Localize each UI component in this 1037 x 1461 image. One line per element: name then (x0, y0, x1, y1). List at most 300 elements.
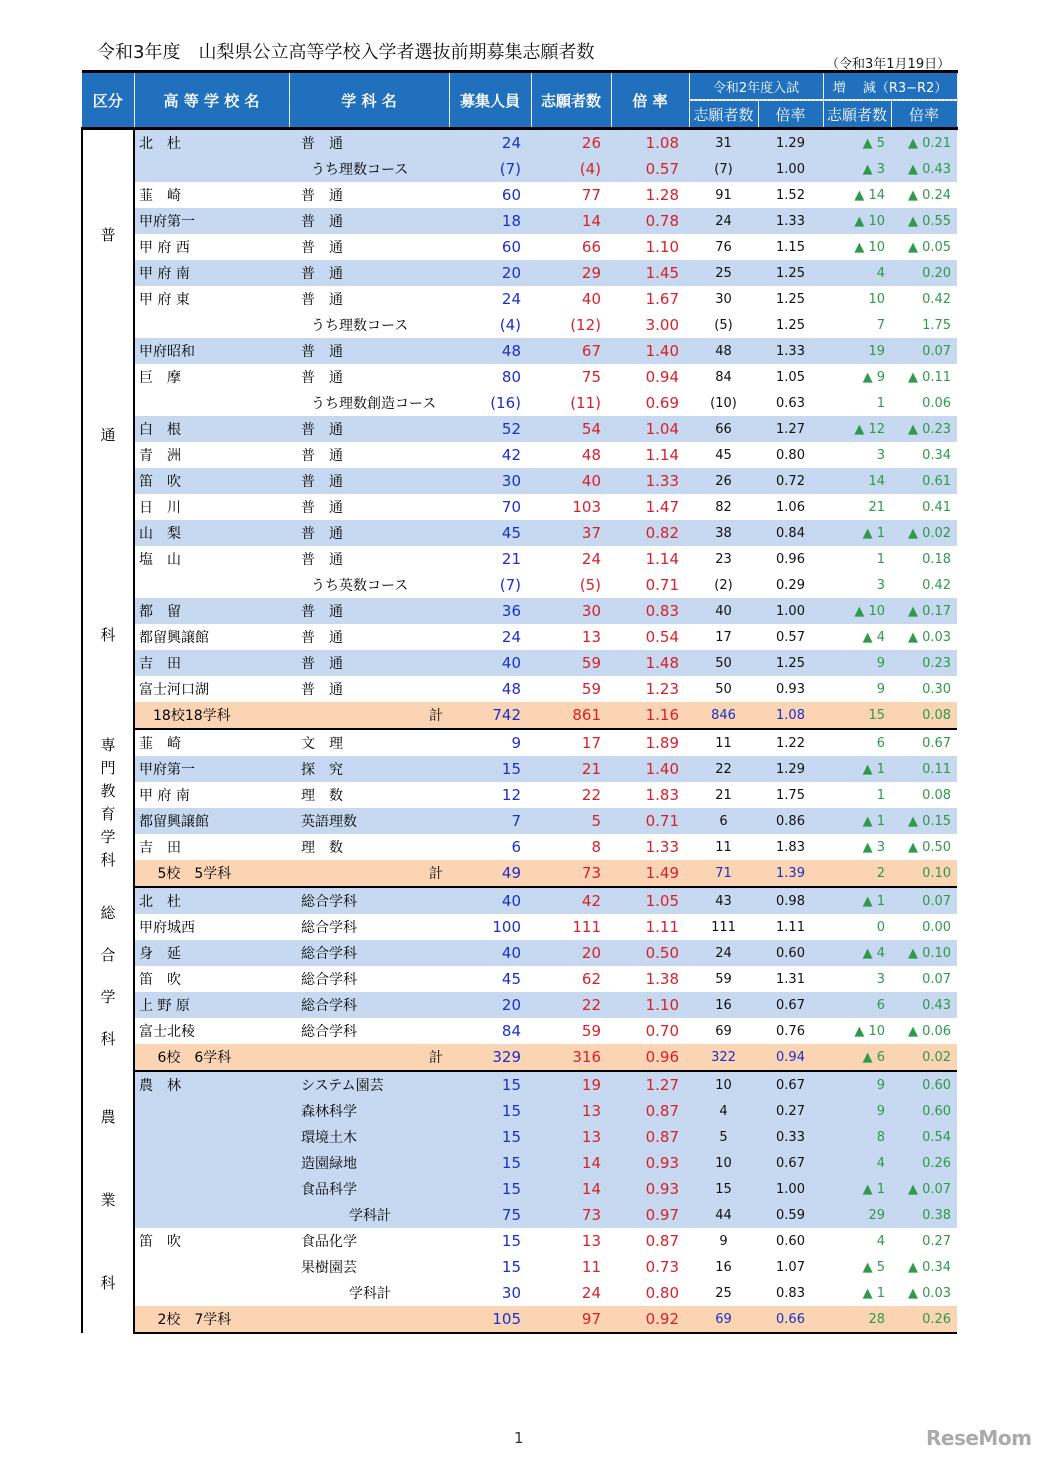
diff-applicant-count: 29 (823, 1202, 891, 1228)
school-name: 笛 吹 (139, 1234, 181, 1250)
diff-applicant-count: ▲ 14 (854, 187, 885, 203)
section-label-char: 総 (100, 904, 116, 922)
applicant-count: 97 (531, 1306, 611, 1333)
prev-applicant-count: 15 (689, 1176, 758, 1202)
applicant-count: 48 (581, 446, 601, 464)
prev-ratio: 1.39 (758, 860, 823, 887)
department-name: うち理数コース (311, 318, 409, 334)
applicant-count: 66 (581, 238, 601, 256)
applicant-count: 14 (531, 1150, 611, 1176)
boshu-count: 75 (449, 1202, 531, 1228)
school-name (134, 1254, 289, 1280)
school-name (134, 390, 289, 416)
boshu-count: 60 (501, 238, 521, 256)
boshu-count: 12 (501, 786, 521, 804)
boshu-count: 7 (449, 808, 531, 834)
department-name: 計 (289, 1044, 449, 1071)
diff-applicant-count: 14 (823, 468, 891, 494)
diff-applicant-count: ▲ 1 (823, 756, 891, 782)
diff-applicant-count: 9 (823, 1071, 891, 1098)
department-name: うち理数創造コース (311, 396, 437, 412)
applicant-count: 62 (581, 970, 601, 988)
school-name (134, 312, 289, 338)
ratio: 0.70 (645, 1022, 679, 1040)
school-name: 青 洲 (139, 448, 181, 464)
diff-ratio: 0.43 (891, 992, 957, 1018)
table-row (82, 914, 957, 940)
prev-applicant-count: 16 (715, 1259, 732, 1275)
table-row (82, 1018, 957, 1044)
diff-applicant-count: ▲ 1 (862, 1285, 885, 1301)
table-row (82, 624, 957, 650)
ratio: 1.38 (645, 970, 679, 988)
diff-applicant-count: 6 (823, 992, 891, 1018)
section-label-char: 普 (100, 226, 116, 244)
boshu-count: 40 (449, 940, 531, 966)
boshu-count: 36 (449, 598, 531, 624)
diff-ratio: ▲ 0.06 (907, 1023, 952, 1039)
diff-ratio: 0.26 (891, 1306, 957, 1333)
department-name: 普 通 (301, 370, 343, 386)
section-label-char: 通 (100, 426, 116, 444)
boshu-count: 329 (449, 1044, 531, 1071)
prev-applicant-count: 45 (715, 447, 732, 463)
diff-applicant-count: 3 (876, 447, 885, 463)
applicant-count: 59 (581, 680, 601, 698)
prev-ratio: 1.22 (776, 735, 805, 751)
diff-applicant-count: 3 (876, 971, 885, 987)
school-name: 韮 崎 (139, 188, 181, 204)
prev-applicant-count: 11 (715, 839, 732, 855)
ratio: 0.93 (611, 1176, 689, 1202)
boshu-count: 52 (449, 416, 531, 442)
prev-ratio: 1.00 (758, 598, 823, 624)
school-name: 上 野 原 (134, 992, 289, 1018)
boshu-count: 15 (501, 1232, 521, 1250)
table-row (82, 808, 957, 834)
prev-ratio: 1.33 (758, 338, 823, 364)
prev-applicant-count: 82 (715, 499, 732, 515)
school-name (134, 1124, 289, 1150)
ratio: 1.05 (611, 887, 689, 914)
applicant-count: 8 (591, 838, 601, 856)
school-name: 笛 吹 (139, 972, 181, 988)
prev-applicant-count: 44 (689, 1202, 758, 1228)
department-name: 普 通 (301, 630, 343, 646)
prev-ratio: 0.98 (758, 887, 823, 914)
prev-ratio: 0.96 (776, 551, 805, 567)
applicant-count: 13 (581, 628, 601, 646)
boshu-count: 15 (449, 1176, 531, 1202)
table-row (82, 182, 957, 208)
total-row (82, 1044, 957, 1071)
ratio: 1.16 (611, 702, 689, 729)
prev-ratio: 0.33 (758, 1124, 823, 1150)
applicant-count: 40 (581, 290, 601, 308)
applicant-count: 54 (531, 416, 611, 442)
applicant-count: 37 (531, 520, 611, 546)
table-row (82, 992, 957, 1018)
prev-ratio: 0.67 (758, 1150, 823, 1176)
table-row (82, 1124, 957, 1150)
department-name: 普 通 (301, 188, 343, 204)
ratio: 0.87 (645, 1232, 679, 1250)
applicant-count: 42 (531, 887, 611, 914)
ratio: 0.54 (645, 628, 679, 646)
diff-ratio: 0.18 (922, 551, 952, 567)
prev-ratio: 0.67 (758, 992, 823, 1018)
section-label-char: 専 (100, 736, 116, 754)
applicant-count: 30 (531, 598, 611, 624)
header-prev-shigan: 志願者数 (689, 100, 758, 129)
prev-ratio: 0.83 (776, 1285, 805, 1301)
section-label-char: 合 (100, 946, 116, 964)
prev-ratio: 1.25 (776, 291, 805, 307)
prev-ratio: 0.76 (776, 1023, 805, 1039)
table-row (82, 390, 957, 416)
applicant-count: (11) (570, 394, 601, 412)
applicant-count: 24 (581, 1284, 601, 1302)
table-row (82, 520, 957, 546)
prev-applicant-count: 322 (689, 1044, 758, 1071)
ratio: 0.92 (611, 1306, 689, 1333)
diff-ratio: 0.27 (922, 1233, 952, 1249)
diff-ratio: 0.34 (922, 447, 952, 463)
applicant-count: 316 (531, 1044, 611, 1071)
prev-ratio: 1.29 (758, 756, 823, 782)
diff-applicant-count: 6 (876, 735, 885, 751)
diff-applicant-count: ▲ 12 (823, 416, 891, 442)
prev-ratio: 1.15 (776, 239, 805, 255)
boshu-count: 45 (501, 970, 521, 988)
prev-ratio: 1.33 (758, 208, 823, 234)
diff-ratio: ▲ 0.34 (907, 1259, 952, 1275)
watermark-logo: ReseMom (926, 1426, 1032, 1450)
prev-applicant-count: (2) (714, 577, 733, 593)
diff-ratio: ▲ 0.15 (891, 808, 957, 834)
department-name: 食品科学 (289, 1176, 449, 1202)
school-name: 富士河口湖 (139, 682, 209, 698)
applicant-count: (5) (579, 576, 601, 594)
boshu-count: 100 (492, 918, 521, 936)
boshu-count: 15 (449, 1071, 531, 1098)
prev-ratio: 1.07 (776, 1259, 805, 1275)
prev-applicant-count: 6 (689, 808, 758, 834)
boshu-count: 24 (449, 129, 531, 157)
prev-ratio: 0.29 (776, 577, 805, 593)
boshu-count: 24 (501, 290, 521, 308)
boshu-count: (4) (499, 316, 521, 334)
diff-ratio: 0.10 (891, 860, 957, 887)
section-label-char: 学 (100, 828, 116, 846)
ratio: 0.78 (611, 208, 689, 234)
ratio: 1.47 (645, 498, 679, 516)
total-row (82, 860, 957, 887)
diff-ratio: ▲ 0.55 (891, 208, 957, 234)
department-name: 総合学科 (289, 992, 449, 1018)
applicant-count: 26 (531, 129, 611, 157)
prev-applicant-count: (7) (689, 156, 758, 182)
diff-ratio: 1.75 (922, 317, 952, 333)
prev-applicant-count: 40 (689, 598, 758, 624)
department-name: うち理数コース (289, 156, 449, 182)
department-name: 普 通 (301, 292, 343, 308)
prev-applicant-count: 10 (689, 1150, 758, 1176)
table-row (82, 756, 957, 782)
section-label-char: 科 (100, 626, 116, 644)
applicant-count: 103 (572, 498, 601, 516)
boshu-count: 20 (449, 260, 531, 286)
table-row (82, 442, 957, 468)
boshu-count: 15 (501, 1258, 521, 1276)
department-name: 計 (289, 860, 449, 887)
prev-applicant-count: 9 (719, 1233, 728, 1249)
school-name: 甲府第一 (134, 208, 289, 234)
school-name: 甲府昭和 (134, 338, 289, 364)
applicant-count: 11 (581, 1258, 601, 1276)
diff-applicant-count: 19 (823, 338, 891, 364)
department-name: 総合学科 (301, 972, 357, 988)
school-name: 身 延 (134, 940, 289, 966)
diff-ratio: ▲ 0.43 (891, 156, 957, 182)
prev-applicant-count: 24 (689, 208, 758, 234)
school-name: 塩 山 (139, 552, 181, 568)
applicant-count: 19 (531, 1071, 611, 1098)
applicant-count: 14 (531, 208, 611, 234)
boshu-count: 70 (501, 498, 521, 516)
school-name (134, 1280, 289, 1306)
boshu-count: 80 (501, 368, 521, 386)
boshu-count: 9 (511, 734, 521, 752)
applicant-count: 59 (581, 1022, 601, 1040)
ratio: 3.00 (645, 316, 679, 334)
boshu-count: (7) (499, 576, 521, 594)
applicant-count: 111 (572, 918, 601, 936)
boshu-count: 40 (449, 887, 531, 914)
prev-applicant-count: 59 (715, 971, 732, 987)
applicant-count: 59 (531, 650, 611, 676)
diff-applicant-count: ▲ 10 (823, 208, 891, 234)
applicant-count: 13 (531, 1124, 611, 1150)
section-label-char: 科 (100, 1030, 116, 1048)
department-name: うち英数コース (311, 578, 409, 594)
table-row (82, 286, 957, 312)
diff-applicant-count: 4 (876, 1233, 885, 1249)
department-name: 理 数 (301, 840, 343, 856)
table-row (82, 494, 957, 520)
table-row (82, 650, 957, 676)
prev-applicant-count: 91 (715, 187, 732, 203)
diff-applicant-count: ▲ 5 (862, 1259, 885, 1275)
boshu-count: 30 (501, 1284, 521, 1302)
school-name: 甲府第一 (134, 756, 289, 782)
table-row (82, 598, 957, 624)
table-row (82, 834, 957, 860)
table-row (82, 729, 957, 756)
prev-applicant-count: 84 (715, 369, 732, 385)
department-name: 普 通 (301, 448, 343, 464)
header-shigan: 志願者数 (531, 72, 611, 129)
prev-applicant-count: 21 (715, 787, 732, 803)
diff-applicant-count: 2 (823, 860, 891, 887)
table-row (82, 208, 957, 234)
school-name (134, 1176, 289, 1202)
table-row (82, 1254, 957, 1280)
prev-ratio: 0.60 (758, 940, 823, 966)
prev-applicant-count: 24 (689, 940, 758, 966)
diff-applicant-count: ▲ 10 (823, 598, 891, 624)
boshu-count: 6 (511, 838, 521, 856)
ratio: 1.14 (645, 550, 679, 568)
prev-ratio: 0.59 (758, 1202, 823, 1228)
boshu-count: 18 (449, 208, 531, 234)
prev-applicant-count: 5 (689, 1124, 758, 1150)
ratio: 1.40 (611, 338, 689, 364)
ratio: 1.10 (611, 992, 689, 1018)
applicant-count: (4) (531, 156, 611, 182)
prev-applicant-count: 25 (715, 1285, 732, 1301)
prev-applicant-count: 69 (689, 1306, 758, 1333)
applicant-count: 67 (531, 338, 611, 364)
applicant-count: 13 (581, 1232, 601, 1250)
prev-applicant-count: (10) (710, 395, 737, 411)
table-row (82, 966, 957, 992)
prev-applicant-count: 48 (689, 338, 758, 364)
department-name: 普 通 (289, 338, 449, 364)
prev-ratio: 0.57 (776, 629, 805, 645)
ratio: 1.33 (611, 468, 689, 494)
prev-applicant-count: 38 (689, 520, 758, 546)
prev-applicant-count: 43 (689, 887, 758, 914)
prev-ratio: 0.72 (758, 468, 823, 494)
diff-applicant-count: 9 (876, 681, 885, 697)
ratio: 1.11 (645, 918, 679, 936)
department-name: 探 究 (289, 756, 449, 782)
ratio: 0.71 (611, 808, 689, 834)
boshu-count: (7) (449, 156, 531, 182)
school-name (134, 572, 289, 598)
applicant-count: 77 (581, 186, 601, 204)
ratio: 0.94 (645, 368, 679, 386)
table-row (82, 129, 957, 157)
prev-ratio: 1.25 (758, 650, 823, 676)
diff-applicant-count: 4 (823, 260, 891, 286)
prev-applicant-count: 10 (689, 1071, 758, 1098)
ratio: 0.97 (611, 1202, 689, 1228)
school-name: 巨 摩 (139, 370, 181, 386)
prev-ratio: 1.83 (776, 839, 805, 855)
diff-applicant-count: ▲ 4 (823, 940, 891, 966)
boshu-count: 49 (449, 860, 531, 887)
applicant-count: 13 (531, 1098, 611, 1124)
ratio: 0.57 (611, 156, 689, 182)
ratio: 0.71 (645, 576, 679, 594)
prev-ratio: 0.66 (758, 1306, 823, 1333)
diff-applicant-count: 15 (823, 702, 891, 729)
school-name: 白 根 (134, 416, 289, 442)
diff-ratio: 0.60 (891, 1071, 957, 1098)
prev-ratio: 0.63 (776, 395, 805, 411)
prev-ratio: 0.93 (776, 681, 805, 697)
department-name: 普 通 (301, 552, 343, 568)
school-name: 都留興譲館 (134, 808, 289, 834)
department-name: 普 通 (289, 416, 449, 442)
prev-ratio: 1.25 (758, 260, 823, 286)
department-name: 普 通 (301, 240, 343, 256)
ratio: 0.96 (611, 1044, 689, 1071)
table-row (82, 260, 957, 286)
section-label-char: 教 (100, 782, 116, 800)
school-name (134, 156, 289, 182)
school-name (134, 1202, 289, 1228)
ratio: 1.40 (611, 756, 689, 782)
ratio: 1.89 (645, 734, 679, 752)
diff-applicant-count: 9 (823, 650, 891, 676)
department-name: 計 (289, 702, 449, 729)
school-name: 北 杜 (134, 887, 289, 914)
diff-ratio: 0.42 (922, 577, 952, 593)
prev-applicant-count: 4 (689, 1098, 758, 1124)
diff-ratio: 0.61 (891, 468, 957, 494)
school-name: 都留興譲館 (139, 630, 209, 646)
boshu-count: 24 (501, 628, 521, 646)
prev-ratio: 1.08 (758, 702, 823, 729)
boshu-count: 15 (449, 756, 531, 782)
department-name: 普 通 (289, 129, 449, 157)
diff-ratio: ▲ 0.17 (891, 598, 957, 624)
prev-applicant-count: 50 (689, 650, 758, 676)
total-row (82, 702, 957, 729)
diff-ratio: 0.41 (922, 499, 952, 515)
boshu-count: (16) (490, 394, 521, 412)
ratio: 1.27 (611, 1071, 689, 1098)
header-school: 高 等 学 校 名 (134, 72, 289, 129)
department-name: 森林科学 (289, 1098, 449, 1124)
prev-applicant-count: 26 (689, 468, 758, 494)
school-name (134, 1150, 289, 1176)
department-name: 文 理 (301, 736, 343, 752)
diff-applicant-count: 1 (876, 551, 885, 567)
applicant-count: 17 (581, 734, 601, 752)
table-body (82, 129, 957, 1334)
boshu-count: 20 (449, 992, 531, 1018)
ratio: 0.82 (611, 520, 689, 546)
diff-applicant-count: 4 (823, 1150, 891, 1176)
diff-ratio: 0.07 (891, 887, 957, 914)
diff-applicant-count: 1 (876, 395, 885, 411)
school-name: 吉 田 (139, 840, 181, 856)
section-label-char: 門 (100, 759, 116, 777)
prev-applicant-count: (5) (714, 317, 733, 333)
prev-ratio: 0.94 (758, 1044, 823, 1071)
diff-ratio: 0.23 (891, 650, 957, 676)
diff-applicant-count: ▲ 10 (854, 1023, 885, 1039)
ratio: 1.67 (645, 290, 679, 308)
table-row (82, 940, 957, 966)
school-name (134, 1098, 289, 1124)
table-row (82, 1202, 957, 1228)
diff-ratio: ▲ 0.03 (907, 1285, 952, 1301)
prev-ratio: 1.25 (776, 317, 805, 333)
prev-applicant-count: 111 (711, 919, 736, 935)
school-name: 富士北稜 (139, 1024, 195, 1040)
school-name: 甲 府 南 (134, 260, 289, 286)
diff-applicant-count: ▲ 3 (823, 156, 891, 182)
table-row (82, 338, 957, 364)
boshu-count: 48 (501, 680, 521, 698)
department-name: 果樹園芸 (301, 1260, 357, 1276)
prev-applicant-count: 66 (689, 416, 758, 442)
